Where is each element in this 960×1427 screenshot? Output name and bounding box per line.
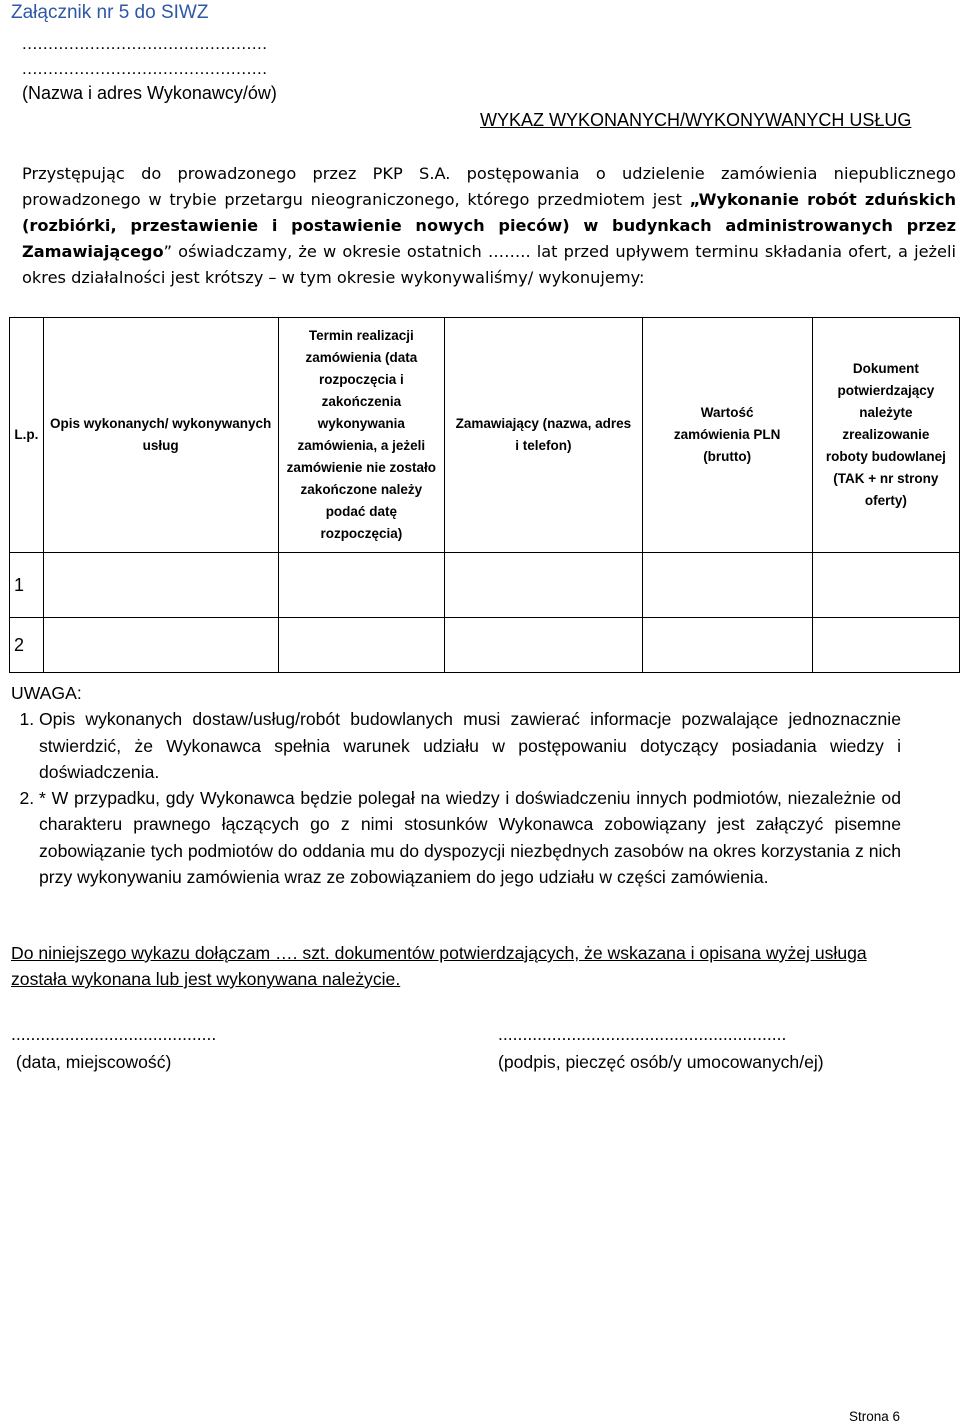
date-place-dots: .......................................... [11,1024,217,1044]
table-cell [445,618,643,673]
intro-text-2: ” oświadczamy, że w okresie ostatnich …….. lat przed upływem terminu składania ofert, a jeżeli okres działalności jest krótszy – w tym okresie wykonywaliśmy/ wykonujemy: [22,242,956,287]
intro-text-1: Przystępując do prowadzonego przez PKP S.A. postępowania o udzielenie zamówienia niepublicznego prowadzonego w trybie przetargu nieograniczonego, którego przedmiotem jest [22,164,956,209]
row-number: 2 [10,618,44,673]
remark-item: 2. * W przypadku, gdy Wykonawca będzie polegał na wiedzy i doświadczeniu innych podmiotów, niezależnie od charakteru prawnego łączących go z nimi stosunków Wykonawca zobowiązany jest załączyć pisemne zobowiązanie tych podmiotów do oddania mu do dyspozycji niezbędnych zasobów na okres korzystania z nich przy wykonywaniu zamówienia wraz ze zobowiązaniem do jego udziału w części zamówienia. [39,785,901,890]
contractor-label: (Nazwa i adres Wykonawcy/ów) [22,83,277,103]
remarks-section [11,680,901,890]
remarks-heading: UWAGA: [11,683,82,703]
signature-block [498,1020,824,1076]
table-header-row [10,318,960,553]
col-header-document: Dokument potwierdzający należyte zrealizowanie roboty budowlanej (TAK + nr strony oferty) [812,318,959,553]
attachment-statement: Do niniejszego wykazu dołączam …. szt. dokumentów potwierdzających, że wskazana i opisana wyżej usługa została wykonana lub jest wykonywana należycie. [11,943,867,989]
col-header-description: Opis wykonanych/ wykonywanych usług [43,318,278,553]
works-table [9,317,960,673]
remarks-list [11,706,901,890]
table-cell [278,618,445,673]
table-cell [43,553,278,618]
table-cell [642,618,812,673]
document-title: WYKAZ WYKONANYCH/WYKONYWANYCH USŁUG [480,110,912,130]
intro-subject: „Wykonanie robót zduńskich (rozbiórki, przestawienie i postawienie nowych pieców) w budynkach administrowanych przez Zamawiającego [22,190,956,261]
table-cell [812,618,959,673]
date-place-label: (data, miejscowość) [11,1052,172,1072]
table-cell [43,618,278,673]
table-cell [445,553,643,618]
contractor-name-dots: ............................................... [22,34,268,53]
table-cell [812,553,959,618]
table-row [10,618,960,673]
table-row [10,553,960,618]
date-place-block [11,1020,216,1076]
contractor-address-dots: ............................................... [22,59,268,78]
signature-label: (podpis, pieczęć osób/y umocowanych/ej) [498,1052,824,1072]
table-cell [278,553,445,618]
intro-paragraph [22,161,956,291]
col-header-term: Termin realizacji zamówienia (data rozpoczęcia i zakończenia wykonywania zamówienia, a jeżeli zamówienie nie zostało zakończone należy podać datę rozpoczęcia) [278,318,445,553]
page-number: Strona 6 [848,1409,900,1424]
signature-dots: ........................................................... [498,1024,787,1044]
attachment-title: Załącznik nr 5 do SIWZ [11,2,209,23]
remark-item: 1. Opis wykonanych dostaw/usług/robót budowlanych musi zawierać informacje pozwalające jednoznacznie stwierdzić, że Wykonawca spełnia warunek udziału w postępowaniu dotyczący posiadania wiedzy i doświadczenia. [39,706,901,785]
col-header-value: Wartość zamówienia PLN (brutto) [642,318,812,553]
col-header-client: Zamawiający (nazwa, adres i telefon) [445,318,643,553]
row-number: 1 [10,553,44,618]
col-header-lp: L.p. [10,318,44,553]
table-cell [642,553,812,618]
